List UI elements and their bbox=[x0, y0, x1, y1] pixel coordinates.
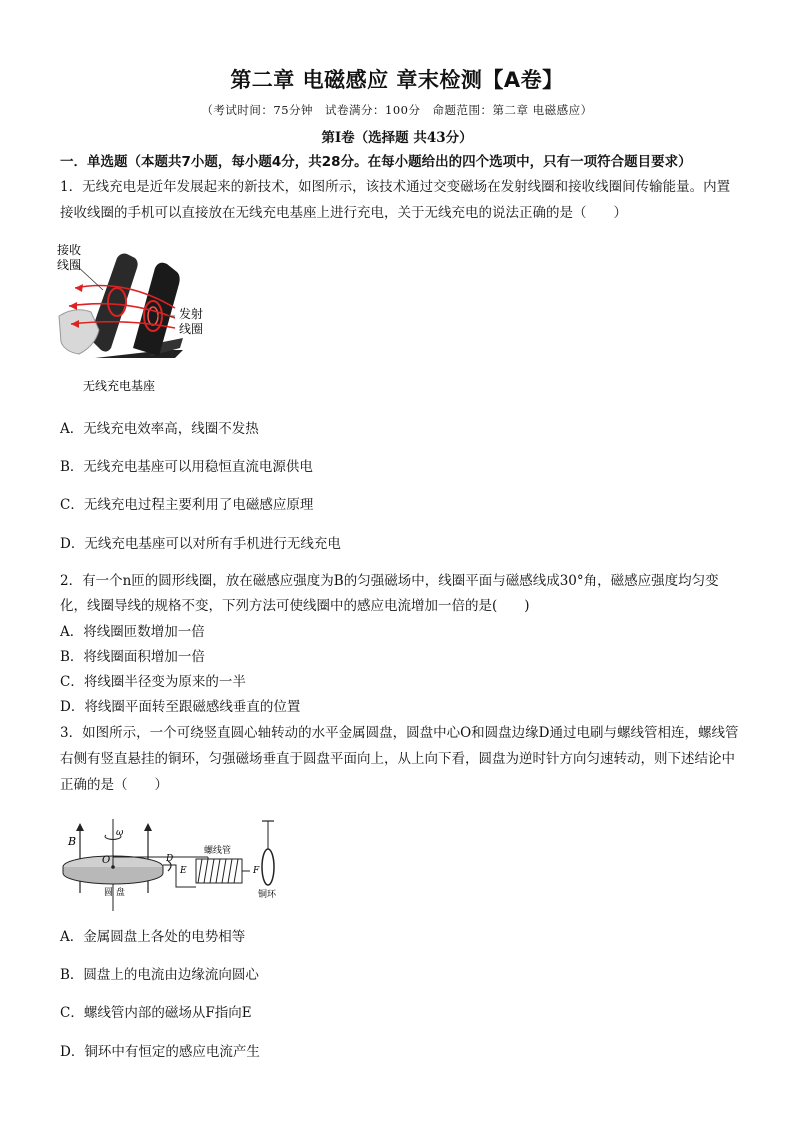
q2-option-c: C．将线圈半径变为原来的一半 bbox=[60, 674, 246, 690]
q3-option-c: C．螺线管内部的磁场从F指向E bbox=[60, 1005, 252, 1021]
copper-ring bbox=[262, 849, 274, 885]
solenoid-coils bbox=[198, 859, 238, 883]
q3-option-b: B．圆盘上的电流由边缘流向圆心 bbox=[60, 967, 259, 983]
figure-caption: 无线充电基座 bbox=[83, 379, 156, 393]
label-disk: 圆 盘 bbox=[104, 888, 125, 898]
q3-option-d: D．铜环中有恒定的感应电流产生 bbox=[60, 1044, 260, 1060]
disk-solenoid-figure bbox=[58, 815, 288, 913]
label-emit-coil-1: 发射 bbox=[179, 307, 204, 321]
q1-option-b: B．无线充电基座可以用稳恒直流电源供电 bbox=[60, 459, 313, 475]
q2-option-a: A．将线圈匝数增加一倍 bbox=[60, 624, 205, 640]
label-receive-coil-1: 接收 bbox=[57, 243, 82, 257]
label-f: F bbox=[253, 866, 260, 876]
q1-option-c: C．无线充电过程主要利用了电磁感应原理 bbox=[60, 497, 314, 513]
q1-option-d: D．无线充电基座可以对所有手机进行无线充电 bbox=[60, 536, 341, 552]
page-title: 第二章 电磁感应 章末检测【A卷】 bbox=[230, 68, 564, 92]
exam-info: （考试时间：75分钟 试卷满分：100分 命题范围：第二章 电磁感应） bbox=[201, 103, 593, 117]
charger-base bbox=[95, 350, 183, 358]
part-heading: 一．单选题（本题共7小题，每小题4分，共28分。在每小题给出的四个选项中，只有一项符合题目要求） bbox=[60, 154, 692, 170]
wireless-charger-figure bbox=[55, 238, 215, 398]
question-1-stem: 1．无线充电是近年发展起来的新技术，如图所示，该技术通过交变磁场在发射线圈和接收线圈间传输能量。内置接收线圈的手机可以直接放在无线充电基座上进行充电，关于无线充电的说法正确的是（ ） bbox=[60, 179, 731, 221]
hand-shape bbox=[59, 310, 99, 354]
q1-option-a: A．无线充电效率高，线圈不发热 bbox=[60, 421, 259, 437]
label-b: B bbox=[68, 835, 77, 848]
question-2-stem: 2．有一个n匝的圆形线圈，放在磁感应强度为B的匀强磁场中，线圈平面与磁感线成30°角，磁感应强度均匀变化，线圈导线的规格不变，下列方法可使线圈中的感应电流增加一倍的是( ) bbox=[60, 573, 719, 614]
question-3-stem: 3．如图所示，一个可绕竖直圆心轴转动的水平金属圆盘，圆盘中心O和圆盘边缘D通过电刷与螺线管相连，螺线管右侧有竖直悬挂的铜环，匀强磁场垂直于圆盘平面向上，从上向下看，圆盘为逆时针方向匀速转动，则下述结论中正确的是（ ） bbox=[60, 725, 739, 793]
q2-option-b: B．将线圈面积增加一倍 bbox=[60, 649, 205, 665]
label-e: E bbox=[180, 866, 187, 876]
label-solenoid: 螺线管 bbox=[204, 846, 232, 856]
q3-option-a: A．金属圆盘上各处的电势相等 bbox=[60, 929, 246, 945]
label-d: D bbox=[166, 854, 174, 864]
label-receive-coil-2: 线圈 bbox=[57, 258, 82, 272]
label-omega: ω bbox=[116, 828, 124, 838]
label-o: O bbox=[102, 855, 111, 866]
label-emit-coil-2: 线圈 bbox=[179, 322, 204, 336]
section-heading: 第Ⅰ卷（选择题 共43分） bbox=[321, 130, 473, 146]
label-ring: 铜环 bbox=[258, 890, 277, 900]
q2-option-d: D．将线圈平面转至跟磁感线垂直的位置 bbox=[60, 699, 301, 715]
